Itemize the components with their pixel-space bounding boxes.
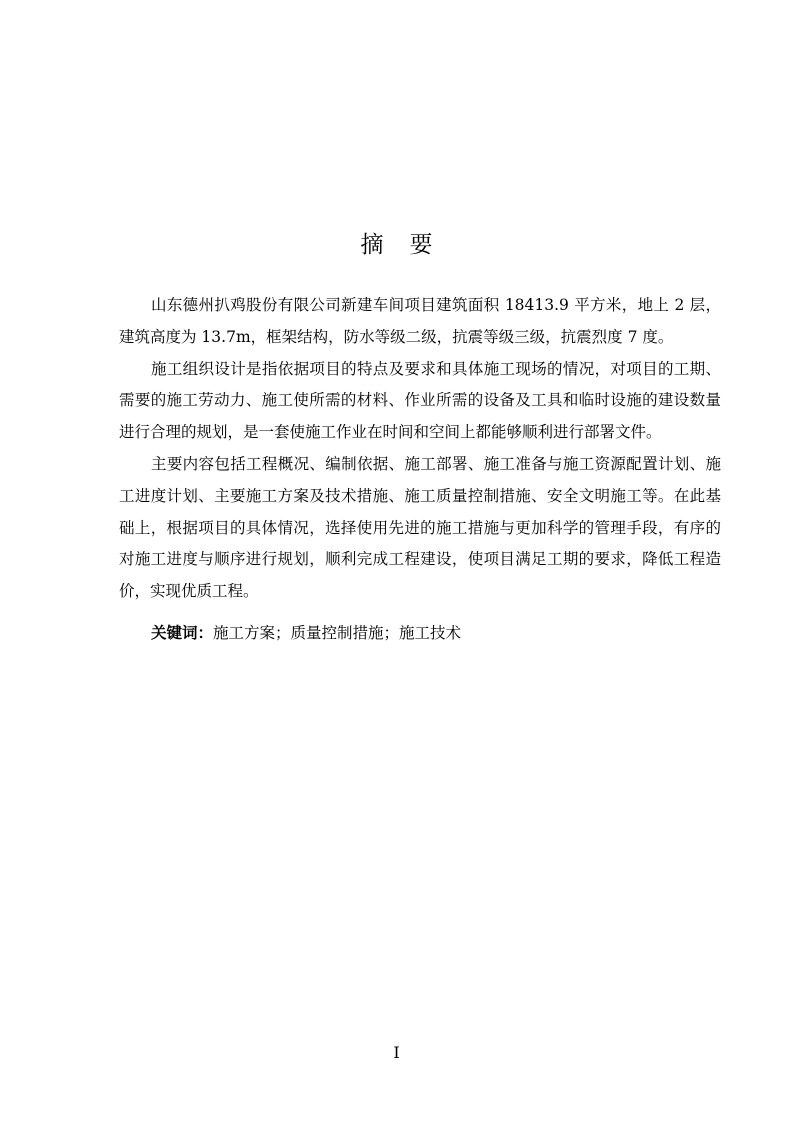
keywords-label: 关键词： (151, 624, 214, 642)
page-number: I (393, 1043, 400, 1062)
abstract-body (119, 290, 721, 608)
abstract-paragraph-3: 主要内容包括工程概况、编制依据、施工部署、施工准备与施工资源配置计划、施工进度计划、主要施工方案及技术措施、施工质量控制措施、安全文明施工等。在此基础上，根据项目的具体情况，选择使用先进的施工措施与更加科学的管理手段，有序的对施工进度与顺序进行规划，顺利完成工程建设，使项目满足工期的要求，降低工程造价，实现优质工程。 (119, 454, 721, 601)
keywords-value: 施工方案；质量控制措施；施工技术 (213, 624, 462, 642)
page-title: 摘要 (360, 232, 459, 258)
abstract-paragraph-1: 山东德州扒鸡股份有限公司新建车间项目建筑面积 18413.9 平方米，地上 2 层，建筑高度为 13.7m，框架结构，防水等级二级，抗震等级三级，抗震烈度 7 度。 (119, 296, 721, 346)
abstract-paragraph-2: 施工组织设计是指依据项目的特点及要求和具体施工现场的情况，对项目的工期、需要的施工劳动力、施工使所需的材料、作业所需的设备及工具和临时设施的建设数量进行合理的规划，是一套使施工作业在时间和空间上都能够顺利进行部署文件。 (119, 359, 721, 442)
keywords-line (151, 618, 711, 649)
